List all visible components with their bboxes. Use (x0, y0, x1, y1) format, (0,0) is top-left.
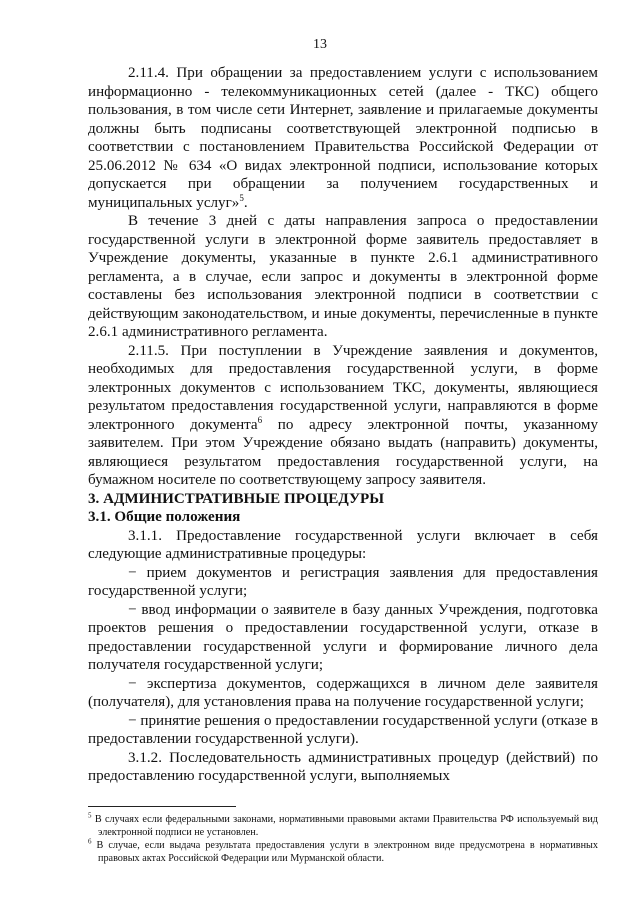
footnote-5 (88, 813, 598, 839)
list-item: − прием документов и регистрация заявления для предоставления государственной услуги; (88, 564, 598, 599)
list-item: − ввод информации о заявителе в базу данных Учреждения, подготовка проектов решения о предоставлении государственной услуги, отказе в предоставлении государственной услуги и формирование личного дела получателя государственной услуги; (88, 601, 598, 673)
footnote-text: В случае, если выдача результата предоставления услуги в электронном виде предусмотрена в нормативных правовых актах Российской Федерации или Мурманской области. (91, 840, 598, 864)
subsection-heading: 3.1. Общие положения (88, 509, 241, 525)
list-item: − принятие решения о предоставлении государственной услуги (отказе в предоставлении государственной услуги). (88, 712, 598, 747)
footnote-ref-5[interactable]: 5 (239, 192, 244, 203)
paragraph-text: 2.11.4. При обращении за предоставлением услуги с использованием информационно - телекоммуникационных сетей (далее - ТКС) общего пользования, в том числе сети Интернет, заявление и прилагаемые документы должны быть подписаны соответствующей электронной подписью в соответствии с постановлением Правительства Российской Федерации от 25.06.2012 № 634 «О видах электронной подписи, использование которых допускается при обращении за получением государственных и муниципальных услуг» (88, 65, 598, 211)
footnote-6 (88, 839, 598, 865)
paragraph-text: по адресу электронной почты, указанному заявителем. При этом Учреждение обязано выдать (направить) документы, являющиеся результатом предоставления государственной услуги, на бумажном носителе по соответствующему запросу заявителя. (88, 416, 598, 488)
paragraph-2-11-4 (88, 64, 598, 212)
paragraph-2-11-5 (88, 342, 598, 490)
paragraph-end: . (243, 194, 248, 211)
paragraph-3-days: В течение 3 дней с даты направления запроса о предоставлении государственной услуги в электронной форме заявитель предоставляет в Учреждение документы, указанные в пункте 2.6.1 административного регламента, а в случае, если запрос и документы в электронной форме составлены без использования электронной подписи в соответствии с действующим законодательством, и иные документы, перечисленные в пункте 2.6.1 административного регламента. (88, 213, 598, 340)
footnote-divider (88, 806, 236, 807)
footnote-text: В случаях если федеральными законами, нормативными правовыми актами Правительства РФ используемый вид электронной подписи не установлен. (91, 814, 598, 838)
list-item: − экспертиза документов, содержащихся в личном деле заявителя (получателя), для установления права на получение государственной услуги; (88, 675, 598, 710)
paragraph-3-1-1: 3.1.1. Предоставление государственной услуги включает в себя следующие административные процедуры: (88, 527, 598, 562)
footnote-ref-6[interactable]: 6 (257, 414, 263, 425)
paragraph-text: 2.11.5. При поступлении в Учреждение заявления и документов, необходимых для предоставления государственной услуги, в форме электронных документов с использованием ТКС, документы, являющиеся результатом предоставления государственной услуги, направляются в форме электронного документа (88, 342, 598, 433)
footnotes (88, 806, 598, 865)
section-heading: 3. АДМИНИСТРАТИВНЫЕ ПРОЦЕДУРЫ (88, 490, 385, 507)
document-body (88, 64, 598, 786)
paragraph-3-1-2: 3.1.2. Последовательность административных процедур (действий) по предоставлению государственной услуги, выполняемых (88, 749, 598, 784)
page-number: 13 (313, 37, 327, 52)
footnote-mark: 6 (88, 837, 92, 846)
footnote-mark: 5 (88, 811, 92, 820)
